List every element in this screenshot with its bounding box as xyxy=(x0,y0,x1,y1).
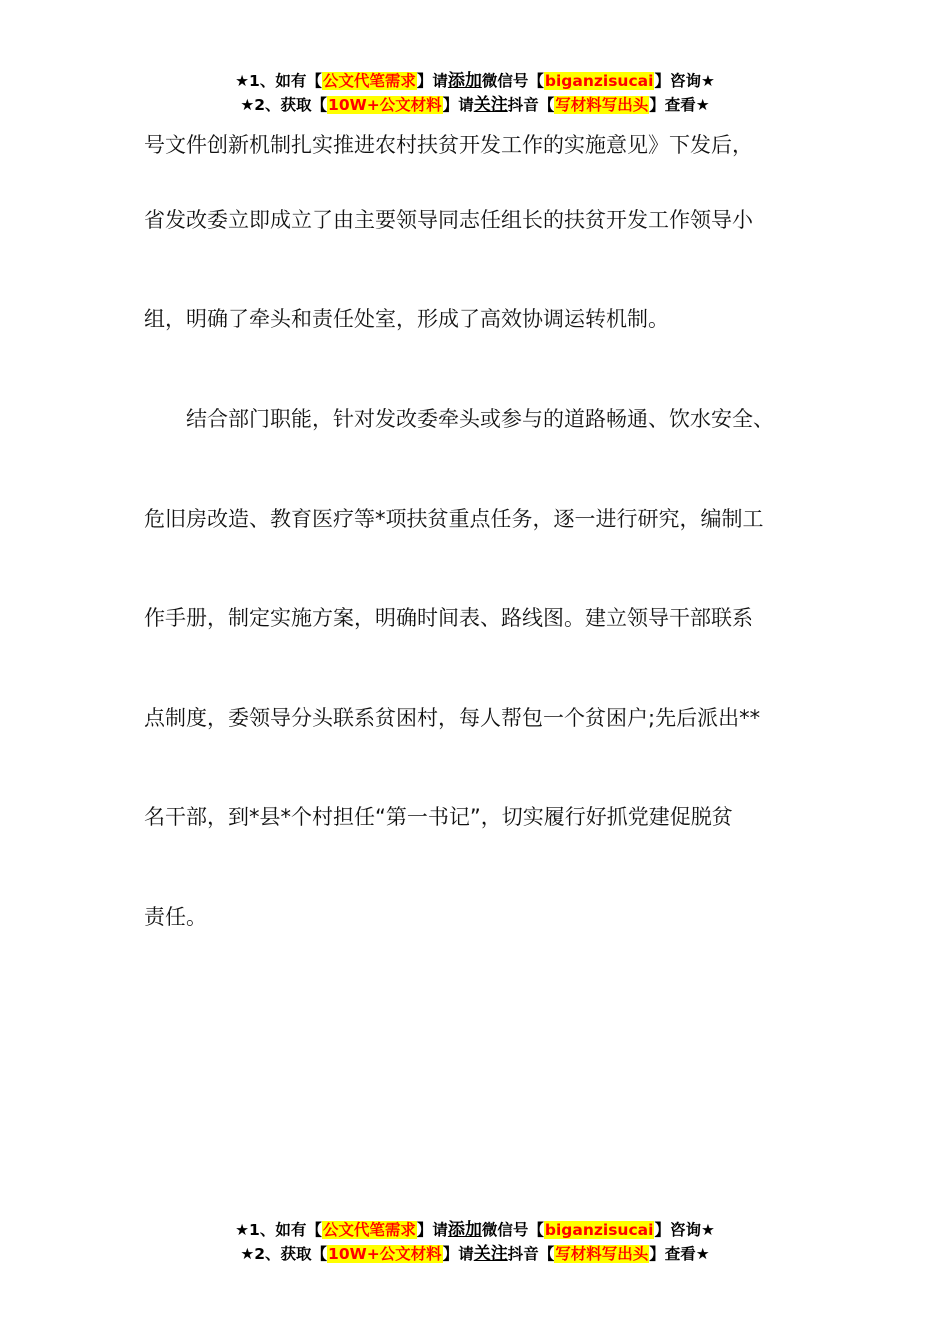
body-line: 作手册，制定实施方案，明确时间表、路线图。建立领导干部联系 xyxy=(144,606,753,631)
banner-text: 】请 xyxy=(416,1221,448,1239)
banner-text: ★1、如有【 xyxy=(235,1221,322,1239)
banner-line-1 xyxy=(0,69,950,93)
header-banner xyxy=(0,69,950,117)
banner-text: ★1、如有【 xyxy=(235,72,322,90)
banner-text: 】请 xyxy=(442,1245,474,1263)
body-line: 危旧房改造、教育医疗等*项扶贫重点任务，逐一进行研究，编制工 xyxy=(144,506,764,531)
underlined-add: 添加 xyxy=(447,1220,482,1240)
banner-text: 】查看★ xyxy=(649,96,710,114)
banner-text: 】请 xyxy=(442,96,474,114)
highlight-douyin-account: 写材料写出头 xyxy=(555,96,649,114)
body-line: 组，明确了牵头和责任处室，形成了高效协调运转机制。 xyxy=(144,307,669,332)
banner-text: 】查看★ xyxy=(649,1245,710,1263)
banner-line-1 xyxy=(0,1218,950,1242)
banner-text: 微信号【 xyxy=(481,72,544,90)
underlined-follow: 关注 xyxy=(473,95,508,115)
body-line: 名干部，到*县*个村担任“第一书记”，切实履行好抓党建促脱贫 xyxy=(144,805,733,830)
body-line: 责任。 xyxy=(144,904,207,929)
document-body xyxy=(144,121,814,968)
highlight-service: 公文代笔需求 xyxy=(322,1221,416,1239)
body-line: 点制度，委领导分头联系贫困村，每人帮包一个贫困户;先后派出** xyxy=(144,705,761,730)
banner-text: 微信号【 xyxy=(481,1221,544,1239)
banner-text: 】请 xyxy=(416,72,448,90)
banner-line-2 xyxy=(0,93,950,117)
banner-text: 】咨询★ xyxy=(654,72,715,90)
body-line: 省发改委立即成立了由主要领导同志任组长的扶贫开发工作领导小 xyxy=(144,207,753,232)
banner-text: ★2、获取【 xyxy=(240,1245,328,1263)
highlight-wechat-id: biganzisucai xyxy=(544,72,654,90)
banner-text: 抖音【 xyxy=(507,1245,555,1263)
highlight-service: 公文代笔需求 xyxy=(322,72,416,90)
highlight-douyin-account: 写材料写出头 xyxy=(555,1245,649,1263)
banner-text: 抖音【 xyxy=(507,96,555,114)
banner-line-2 xyxy=(0,1242,950,1266)
underlined-add: 添加 xyxy=(447,71,482,91)
banner-text: ★2、获取【 xyxy=(240,96,328,114)
highlight-materials: 10W+公文材料 xyxy=(328,96,442,114)
footer-banner xyxy=(0,1218,950,1266)
underlined-follow: 关注 xyxy=(473,1244,508,1264)
body-line: 号文件创新机制扎实推进农村扶贫开发工作的实施意见》下发后， xyxy=(144,133,753,157)
highlight-wechat-id: biganzisucai xyxy=(544,1221,654,1239)
banner-text: 】咨询★ xyxy=(654,1221,715,1239)
body-line: 结合部门职能，针对发改委牵头或参与的道路畅通、饮水安全、 xyxy=(144,406,774,431)
highlight-materials: 10W+公文材料 xyxy=(328,1245,442,1263)
